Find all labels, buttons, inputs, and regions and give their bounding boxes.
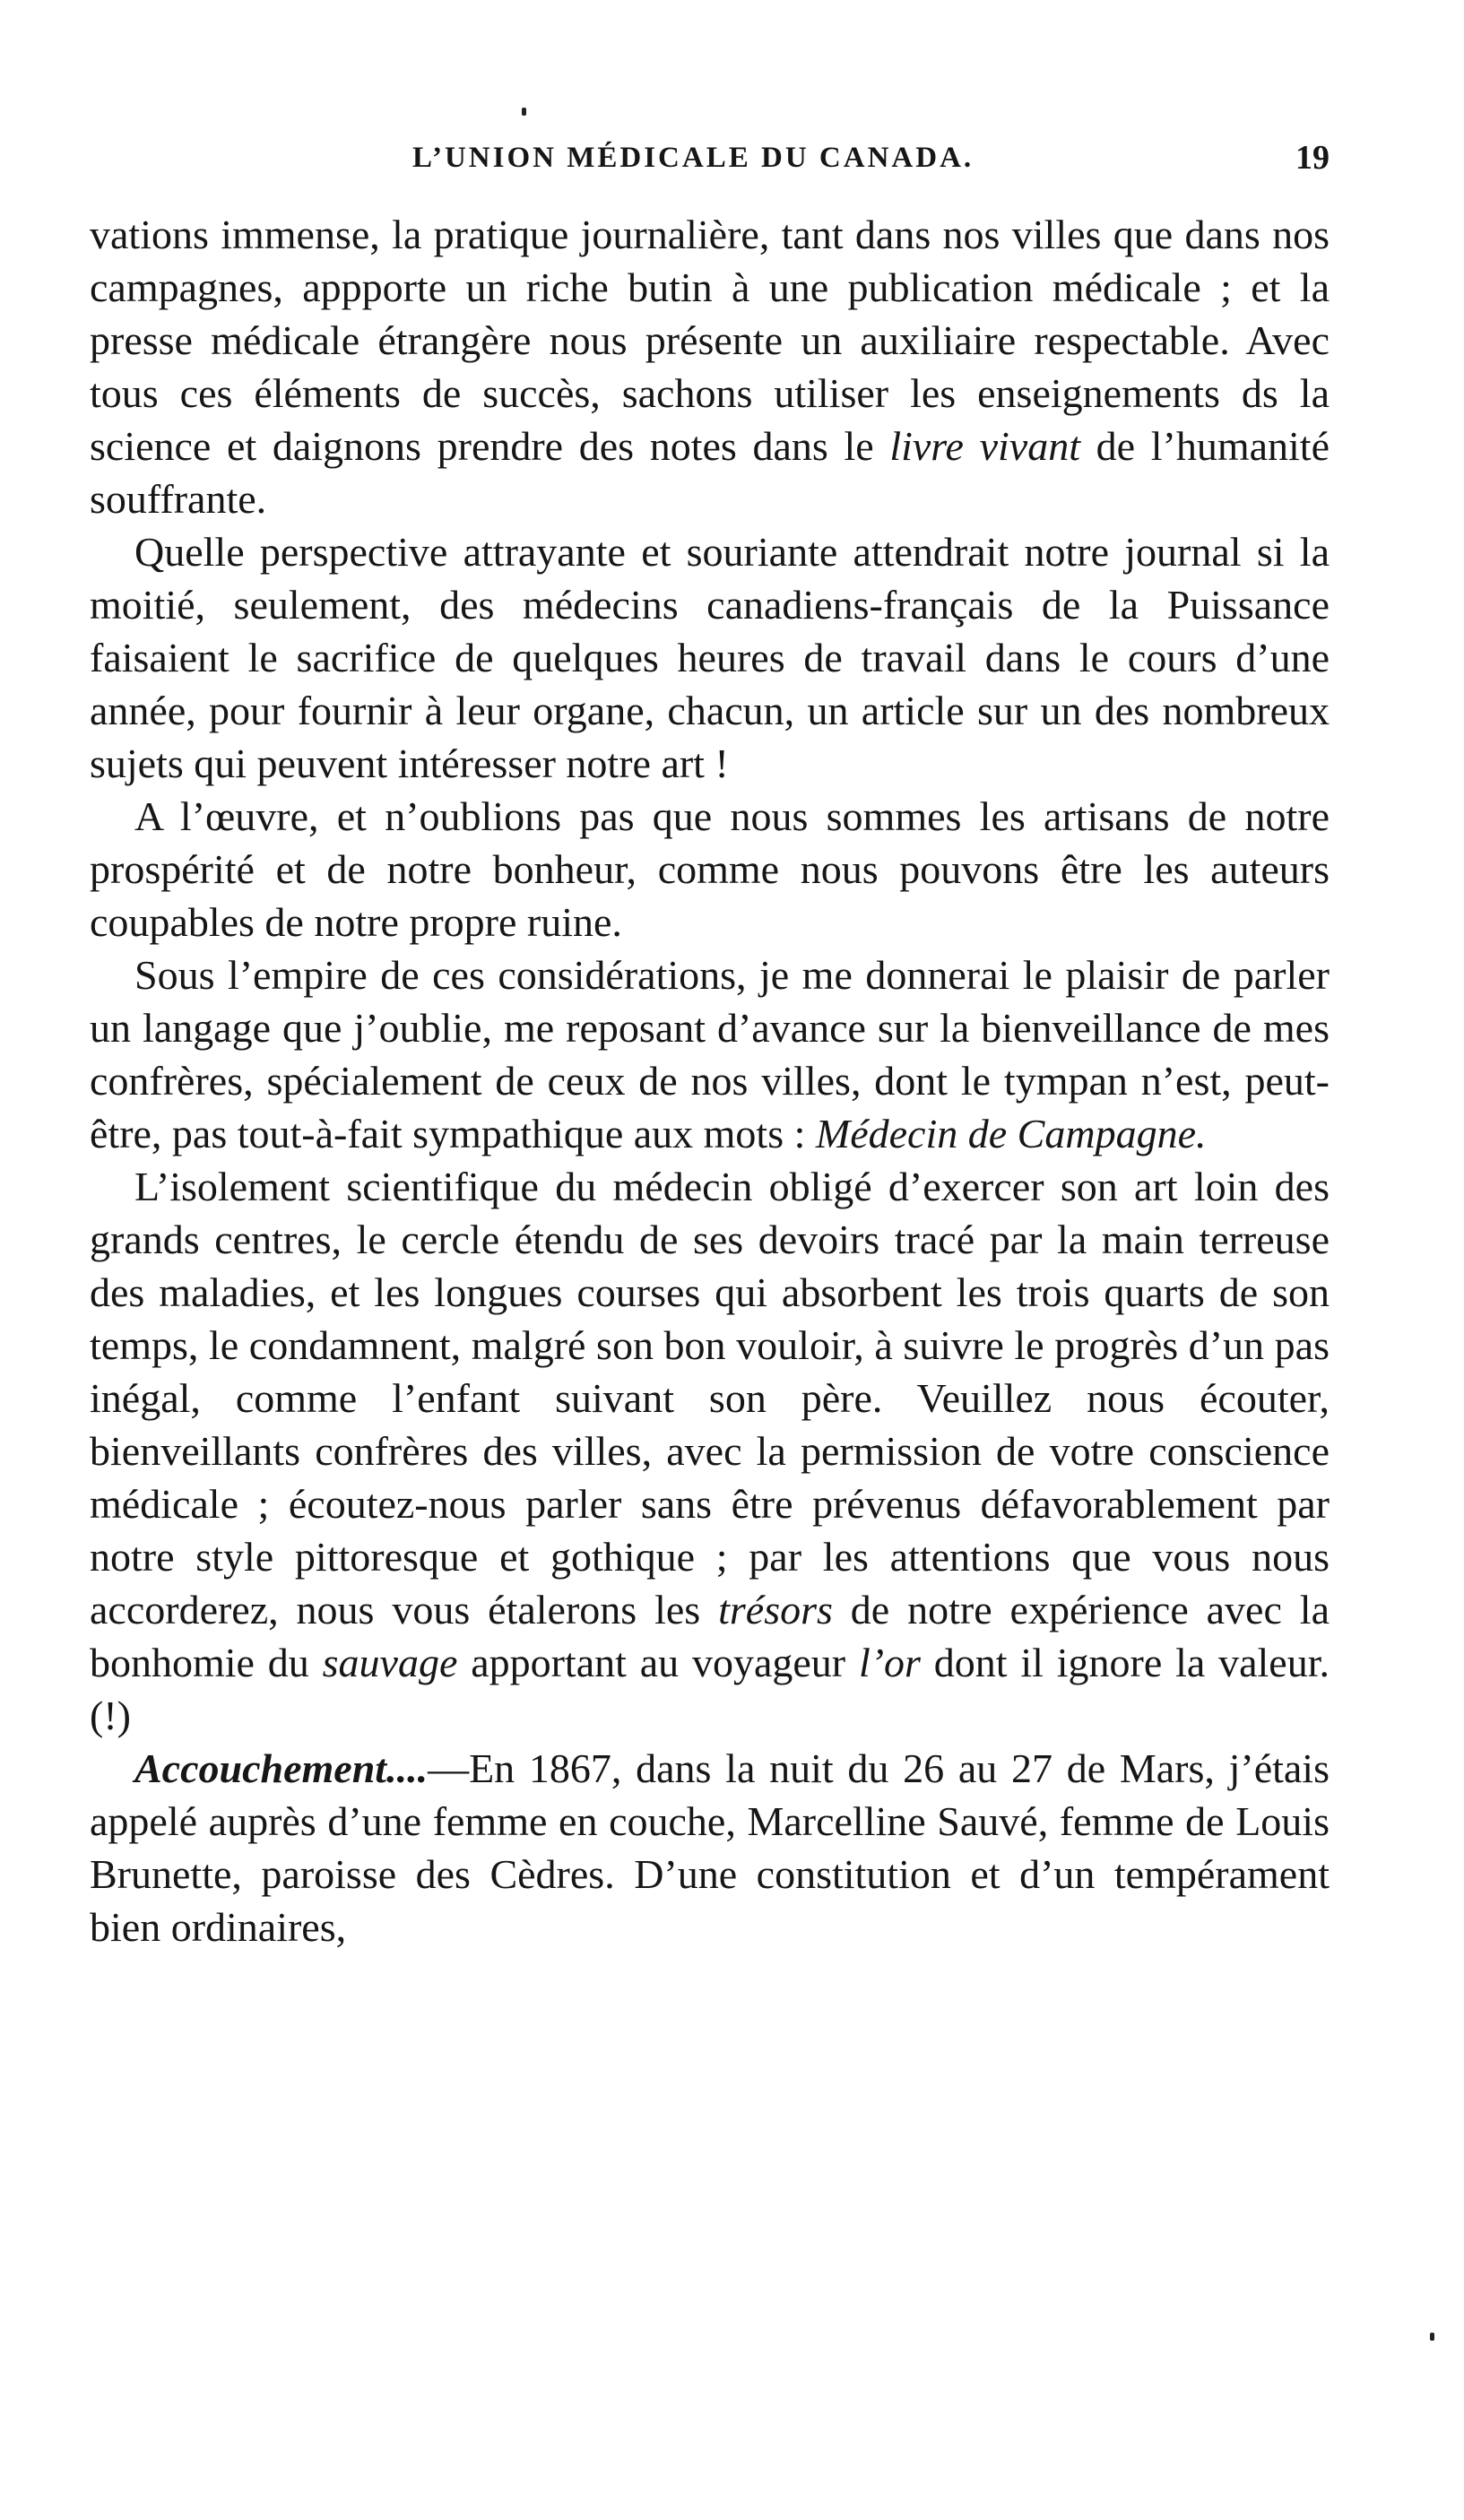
text-run: vations immense, la pratique journalière, tant dans nos villes que dans nos campagnes, appporte un riche butin à une publication médicale ; et la presse médicale étrangère nous présente un auxiliaire respectable. Avec tous ces éléments de succès, sachons utiliser les enseignements ds la science et daignons prendre des notes dans le	[90, 212, 1330, 469]
paragraph	[90, 790, 1330, 948]
paragraph	[90, 1160, 1330, 1742]
text-run: Sous l’empire de ces considérations, je me donnerai le plaisir de parler un langage que j’oublie, me reposant d’avance sur la bienveillance de mes confrères, spécialement de ceux de nos villes, dont le tympan n’est, peut-être, pas tout-à-fait sympathique aux mots :	[90, 952, 1330, 1156]
text-run: Quelle perspective attrayante et souriante attendrait notre journal si la moitié, seulement, des médecins canadiens-français de la Puissance faisaient le sacrifice de quelques heures de travail dans le cours d’une année, pour fournir à leur organe, chacun, un article sur un des nombreux sujets qui peuvent intéresser notre art !	[90, 529, 1330, 786]
text-run: A l’œuvre, et n’oublions pas que nous sommes les artisans de notre prospérité et de notre bonheur, comme nous pouvons être les auteurs coupables de notre propre ruine.	[90, 793, 1330, 945]
text-run: de l’humanité souffrante.	[90, 423, 1330, 522]
text-run: —En 1867, dans la nuit du 26 au 27 de Mars, j’étais appelé auprès d’une femme en couche, Marcelline Sauvé, femme de Louis Brunette, paroisse des Cèdres. D’une constitution et d’un tempérament bien ordinaires,	[90, 1745, 1330, 1950]
section-lead-in: Accouchement....	[134, 1745, 429, 1791]
body-text	[90, 208, 1330, 1953]
text-run: apportant au voyageur	[457, 1640, 859, 1685]
running-head	[90, 126, 1330, 188]
italic-phrase: l’or	[858, 1640, 921, 1685]
italic-phrase: Médecin de Campagne.	[815, 1111, 1207, 1156]
page-number: 19	[1295, 139, 1330, 177]
paragraph	[90, 525, 1330, 790]
paragraph	[90, 208, 1330, 525]
italic-phrase: trésors	[718, 1587, 833, 1632]
ink-speck	[1430, 2333, 1434, 2341]
book-page	[90, 126, 1330, 1953]
italic-phrase: sauvage	[322, 1640, 458, 1685]
text-run: de notre expérience avec la bonhomie du	[90, 1587, 1330, 1685]
paragraph	[90, 1742, 1330, 1953]
italic-phrase: livre vivant	[889, 423, 1080, 469]
text-run: dont il ignore la valeur. (!)	[90, 1640, 1330, 1738]
journal-title: L’UNION MÉDICALE DU CANADA.	[412, 142, 975, 174]
paragraph	[90, 948, 1330, 1160]
text-run: L’isolement scientifique du médecin obligé d’exercer son art loin des grands centres, le cercle étendu de ses devoirs tracé par la main terreuse des maladies, et les longues courses qui absorbent les trois quarts de son temps, le condamnent, malgré son bon vouloir, à suivre le progrès d’un pas inégal, comme l’enfant suivant son père. Veuillez nous écouter, bienveillants confrères des villes, avec la permission de votre conscience médicale ; écoutez-nous parler sans être prévenus défavorablement par notre style pittoresque et gothique ; par les attentions que vous nous accorderez, nous vous étalerons les	[90, 1164, 1330, 1632]
ink-speck	[522, 108, 526, 116]
